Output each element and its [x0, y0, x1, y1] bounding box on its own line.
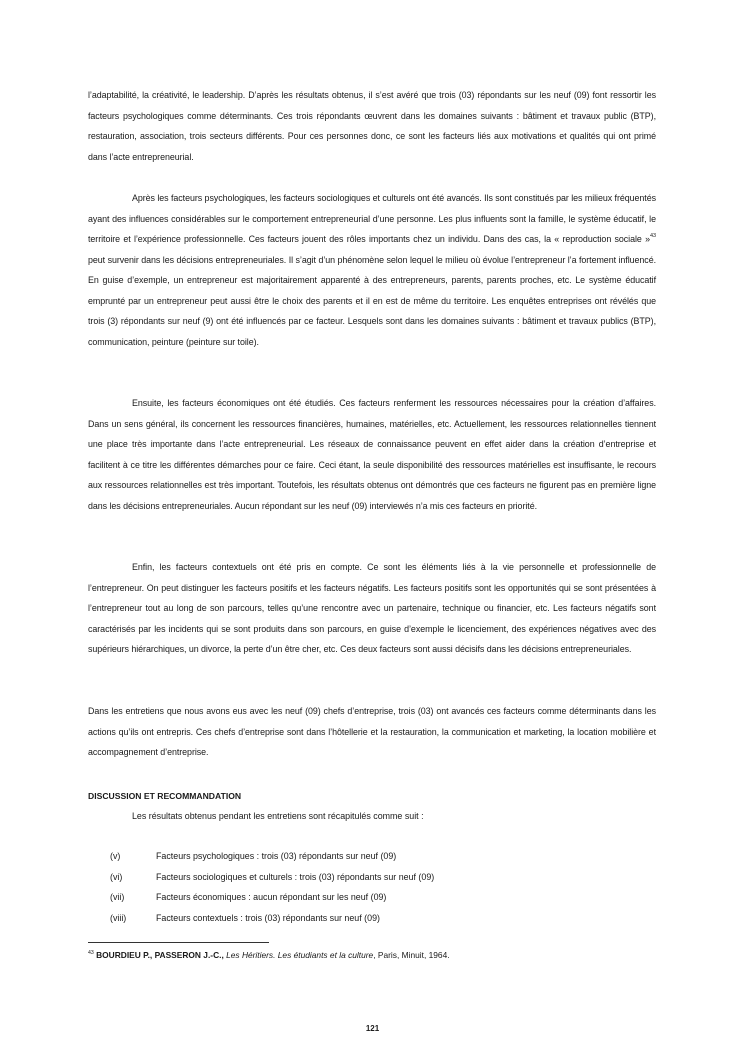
paragraph-2	[88, 188, 656, 352]
list-item-text: Facteurs sociologiques et culturels : trois (03) répondants sur neuf (09)	[156, 871, 435, 882]
list-item-text: Facteurs économiques : aucun répondant sur les neuf (09)	[156, 892, 387, 902]
footnote-reference: 43	[649, 233, 656, 239]
footnote-publisher: , Paris, Minuit, 1964.	[373, 950, 450, 960]
page-number: 121	[365, 1024, 380, 1033]
paragraph-2-text-b: peut survenir dans les décisions entrepreneuriales. Il s’agit d’un phénomène selon lequel le milieu où évolue l’entrepreneur l’a fortement influencé. En guise d’exemple, un entrepreneur est majoritairement apparenté à des entrepreneurs, parents, parents proches, etc. Le système éducatif emprunté par un entrepreneur peut aussi être le choix des parents et il en est de même du territoire. Les enquêtes entreprises ont révélés que trois (3) répondants sur neuf (9) ont été influencés par ce facteur. Lesquels sont dans les domaines suivants : bâtiment et travaux publics (BTP), communication, peinture (peinture sur toile).	[88, 254, 656, 347]
list-item-text: Facteurs psychologiques : trois (03) répondants sur neuf (09)	[156, 851, 397, 861]
footnote	[88, 947, 450, 963]
list-item-number: (vii)	[110, 892, 125, 902]
list-item	[88, 908, 656, 929]
paragraph-4: Enfin, les facteurs contextuels ont été pris en compte. Ce sont les éléments liés à la vie personnelle et professionnelle de l’entrepreneur. On peut distinguer les facteurs positifs et les facteurs négatifs. Les facteurs positifs sont les opportunités qui se sont présentées à l’entrepreneur tout au long de son parcours, telles qu’une rencontre avec un partenaire, technique ou financier, etc. Les facteurs négatifs sont caractérisés par les incidents qui se sont produits dans son parcours, en guise d’exemple le licenciement, des expériences négatives avec des supérieurs hiérarchiques, un divorce, la perte d’un être cher, etc. Ces deux facteurs sont aussi décisifs dans les décisions entrepreneuriales.	[88, 562, 656, 654]
paragraph-2-text-a: Après les facteurs psychologiques, les facteurs sociologiques et culturels ont été avancés. Ils sont constitués par les milieux fréquentés ayant des influences considérables sur le comportement entrepreneurial d’une personne. Les plus influents sont la famille, le système éducatif, le territoire et l’expérience professionnelle. Ces facteurs jouent des rôles importants chez un individu. Dans des cas, la « reproduction sociale »	[88, 193, 656, 244]
list-item-number: (vi)	[110, 871, 123, 882]
paragraph-3: Ensuite, les facteurs économiques ont été étudiés. Ces facteurs renferment les ressources nécessaires pour la création d’affaires. Dans un sens général, ils concernent les ressources financières, humaines, matérielles, etc. Actuellement, les ressources relationnelles tiennent une place très importante dans l’acte entrepreneurial. Les réseaux de connaissance peuvent en effet aider dans la création d’entreprise et facilitent à ce titre les différentes démarches pour ce faire. Ceci étant, la seule disponibilité des ressources matérielles est insuffisante, le recours aux ressources relationnelles est très important. Toutefois, les résultats obtenus ont démontrés que ces facteurs ne figurent pas en première ligne dans les décisions entrepreneuriales. Aucun répondant sur les neuf (09) interviewés n’a mis ces facteurs en priorité.	[88, 398, 656, 511]
list-item-number: (viii)	[110, 912, 127, 923]
list-item-number: (v)	[110, 851, 121, 861]
summary-list	[88, 846, 656, 928]
list-item	[88, 846, 656, 867]
footnote-number: 43	[88, 950, 94, 956]
section-intro: Les résultats obtenus pendant les entretiens sont récapitulés comme suit :	[132, 811, 424, 821]
list-item	[88, 887, 656, 908]
section-heading: DISCUSSION ET RECOMMANDATION	[88, 791, 242, 801]
footnote-title: Les Héritiers. Les étudiants et la culture	[226, 950, 374, 960]
paragraph-1: l’adaptabilité, la créativité, le leadership. D’après les résultats obtenus, il s’est avéré que trois (03) répondants sur les neuf (09) font ressortir les facteurs psychologiques comme déterminants. Ces trois répondants œuvrent dans les domaines suivants : bâtiment et travaux public (BTP), restauration, association, trois secteurs différents. Pour ces personnes donc, ce sont les facteurs liés aux motivations et qualités qui ont primé dans l’acte entrepreneurial.	[88, 90, 656, 162]
list-item	[88, 867, 656, 888]
paragraph-5: Dans les entretiens que nous avons eus avec les neuf (09) chefs d’entreprise, trois (03) ont avancés ces facteurs comme déterminants dans les actions qu’ils ont entrepris. Ces chefs d’entreprise sont dans l’hôtellerie et la restauration, la communication et marketing, la location mobilière et accompagnement d’entreprise.	[88, 706, 656, 757]
footnote-separator	[88, 942, 269, 943]
footnote-authors: BOURDIEU P., PASSERON J.-C.,	[96, 950, 224, 960]
list-item-text: Facteurs contextuels : trois (03) répondants sur neuf (09)	[156, 912, 380, 923]
